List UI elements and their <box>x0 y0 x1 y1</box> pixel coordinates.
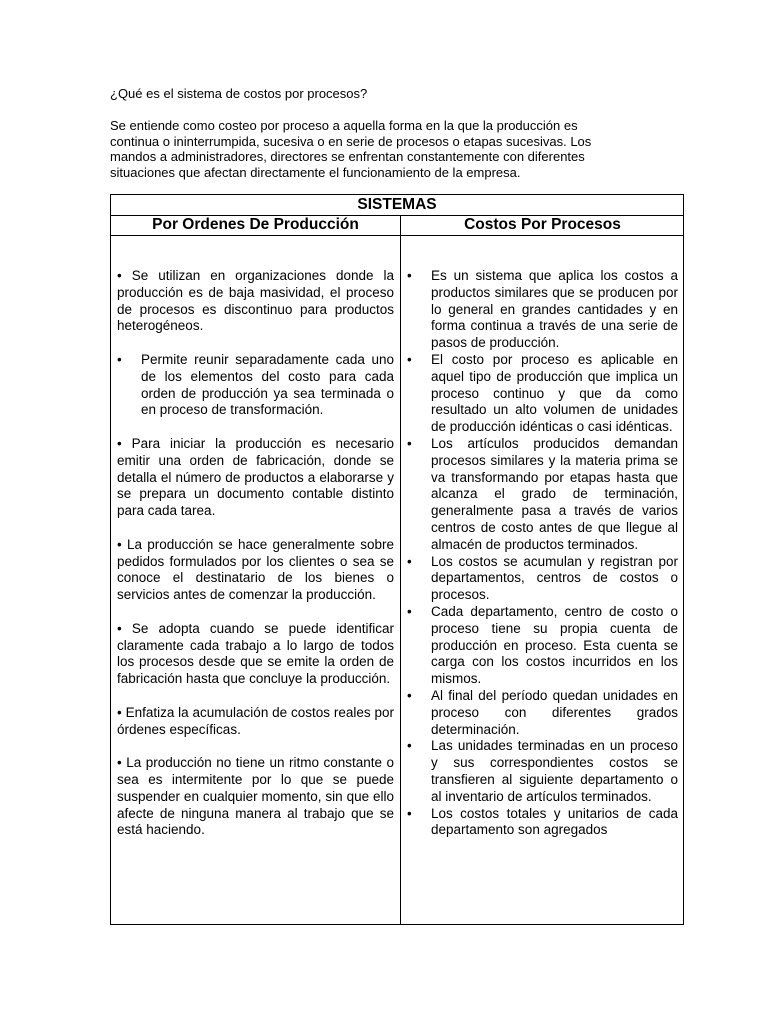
orders-column <box>117 268 394 856</box>
orders-item: • Se adopta cuando se puede identificar claramente cada trabajo a lo largo de todos los procesos desde que se emite la orden de fabricación hasta que concluye la producción. <box>117 620 394 687</box>
processes-item-text: Cada departamento, centro de costo o proceso tiene su propia cuenta de producción en proceso. Esta cuenta se carga con los costos incurridos en los mismos. <box>431 603 678 687</box>
processes-item-text: Los costos totales y unitarios de cada departamento son agregados <box>431 805 678 838</box>
orders-item: • Enfatiza la acumulación de costos reales por órdenes específicas. <box>117 704 394 737</box>
systems-table <box>110 194 684 925</box>
intro-line: continua o ininterrumpida, sucesiva o en serie de procesos o etapas sucesivas. Los <box>110 133 592 149</box>
orders-item <box>117 352 394 419</box>
bullet-icon: • <box>407 603 412 619</box>
bullet-icon: • <box>407 738 412 754</box>
processes-item-text: El costo por proceso es aplicable en aquel tipo de producción que implica un proceso continuo y que da como resultado un alto volumen de unidades de producción idénticas o casi idénticas. <box>431 351 678 435</box>
processes-item-text: Las unidades terminadas en un proceso y sus correspondientes costos se transfieren al siguiente departamento o al inventario de artículos terminados. <box>431 738 678 804</box>
table-title: SISTEMAS <box>111 195 683 216</box>
orders-item: • Para iniciar la producción es necesario emitir una orden de fabricación, donde se detalla el número de productos a elaborarse y se prepara un documento contable distinto para cada tarea. <box>117 435 394 519</box>
bullet-icon: • <box>117 351 122 367</box>
processes-item-text: Los artículos producidos demandan procesos similares y la materia prima se va transformando por etapas hasta que alcanza el grado de terminación, generalmente pasa a través de varios centros de costo antes de que llegue al almacén de productos terminados. <box>431 435 678 552</box>
header-divider <box>111 235 683 236</box>
processes-item-text: Al final del período quedan unidades en proceso con diferentes grados determinación. <box>431 687 678 737</box>
question-heading: ¿Qué es el sistema de costos por procesos? <box>110 86 368 101</box>
processes-item <box>407 738 678 805</box>
processes-item <box>407 436 678 554</box>
bullet-icon: • <box>407 553 412 569</box>
column-header-processes: Costos Por Procesos <box>464 216 621 233</box>
intro-paragraph <box>110 118 670 180</box>
bullet-icon: • <box>407 351 412 367</box>
processes-item <box>407 352 678 436</box>
intro-line: Se entiende como costeo por proceso a aquella forma en la que la producción es <box>110 118 578 133</box>
processes-item <box>407 604 678 688</box>
column-header-orders: Por Ordenes De Producción <box>152 216 359 233</box>
bullet-icon: • <box>407 805 412 821</box>
processes-item <box>407 268 678 352</box>
processes-item <box>407 806 678 840</box>
orders-item: • La producción no tiene un ritmo constante o sea es intermitente por lo que se puede suspender en cualquier momento, sin que ello afecte de ninguna manera al trabajo que se está haciendo. <box>117 755 394 838</box>
orders-item: • Se utilizan en organizaciones donde la producción es de baja masividad, el proceso de procesos es discontinuo para productos heterogéneos. <box>117 268 394 334</box>
orders-item-text: Permite reunir separadamente cada uno de los elementos del costo para cada orden de producción ya sea terminada o en proceso de transformación. <box>141 351 394 418</box>
orders-item: • La producción se hace generalmente sobre pedidos formulados por los clientes o sea se conoce el destinatario de los bienes o servicios antes de comenzar la producción. <box>117 536 394 603</box>
processes-item-text: Es un sistema que aplica los costos a productos similares que se producen por lo general en grandes cantidades y en forma continua a través de una serie de pasos de producción. <box>431 268 678 351</box>
bullet-icon: • <box>407 687 412 703</box>
processes-item <box>407 554 678 604</box>
processes-column <box>407 268 678 839</box>
processes-item-text: Los costos se acumulan y registran por departamentos, centros de costos o procesos. <box>431 553 678 603</box>
intro-line: mandos a administradores, directores se enfrentan constantemente con diferentes <box>110 149 585 164</box>
processes-item <box>407 688 678 738</box>
column-divider <box>400 215 401 924</box>
bullet-icon: • <box>407 268 412 283</box>
intro-line: situaciones que afectan directamente el funcionamiento de la empresa. <box>110 164 521 180</box>
bullet-icon: • <box>407 435 412 451</box>
